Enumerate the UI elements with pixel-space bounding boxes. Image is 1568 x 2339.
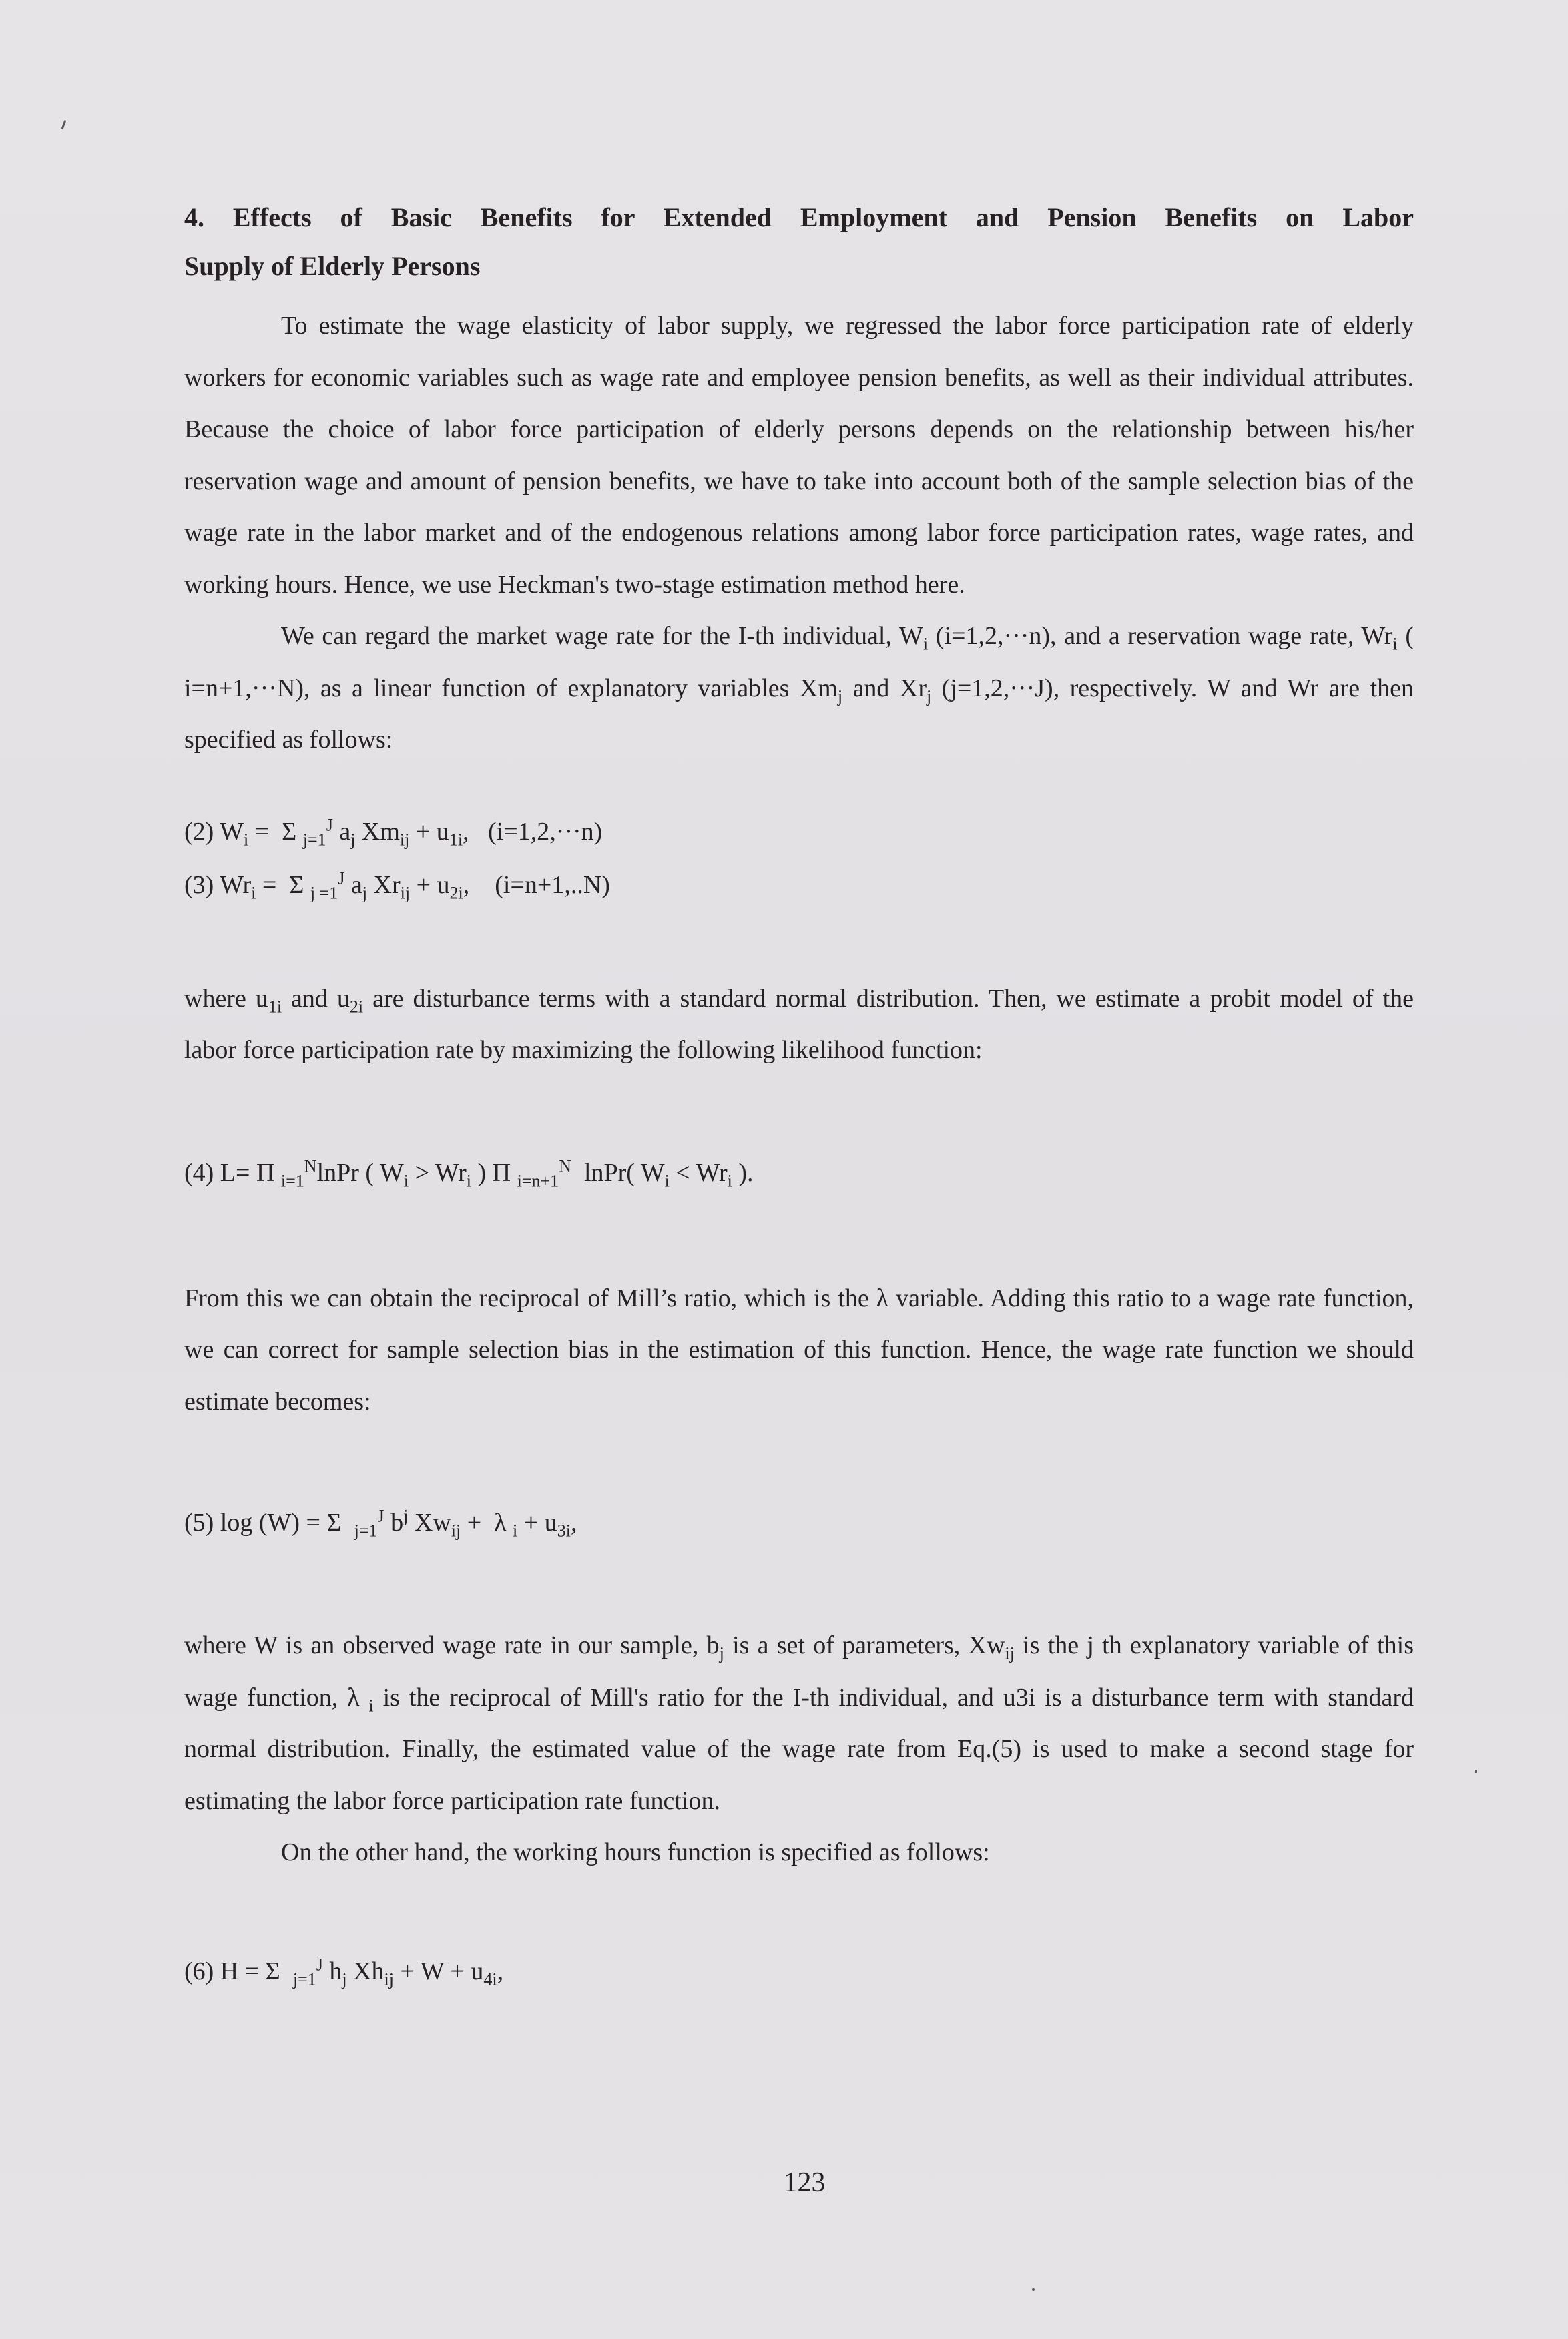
section-heading-line1: 4. Effects of Basic Benefits for Extended Employment and Pension Benefits on Labor	[184, 202, 1414, 232]
stray-mark	[1032, 2288, 1035, 2291]
paragraph-mills-ratio: From this we can obtain the reciprocal of Mill’s ratio, which is the λ variable. Adding this ratio to a wage rate function, we can correct for sample selection bias in the estimation of this function. Hence, the wage rate function we should estimate becomes:	[184, 1284, 1414, 1416]
stray-mark	[1475, 1770, 1477, 1773]
paragraph-heckman-method: To estimate the wage elasticity of labor supply, we regressed the labor force participation rate of elderly workers for economic variables such as wage rate and employee pension benefits, as well as their individual attributes. Because the choice of labor force participation of elderly persons depends on the relationship between his/her reservation wage and amount of pension benefits, we have to take into account both of the sample selection bias of the wage rate in the labor market and of the endogenous relations among labor force participation rates, wage rates, and working hours. Hence, we use Heckman's two-stage estimation method here.	[184, 312, 1414, 599]
equation-2: (2) $W_i = \Sigma$ $_{j=1}^J$ $a_j$ $Xm_{ij} + u_{1i}$, (i=1,2,···n)	[184, 814, 603, 850]
paragraph-wage-definitions: We can regard the market wage rate for the I-th individual, $W_i$ (i=1,2,···n), and a reservation wage rate, $Wr_i$ ( i=n+1,···N), as a linear function of explanatory variables $Xm_j$ and $Xr_j$ (j=1,2,···J), respectively. W and Wr are then specified as follows:	[184, 622, 1414, 754]
section-heading-line2: Supply of Elderly Persons	[184, 251, 481, 281]
equation-6: (6) H = Σ $_{j=1}^J$ $h_j$ $Xh_{ij} + W + u_{4i}$,	[184, 1954, 504, 1989]
paragraph-disturbance-terms: where $u_{1i}$ and $u_{2i}$ are disturbance terms with a standard normal distribution. Then, we estimate a probit model of the labor force participation rate by maximizing the following likelihood function:	[184, 984, 1414, 1064]
equation-3: (3) $Wr_i = \Sigma$ $_{j =1}^J$ $a_j$ $Xr_{ij} + u_{2i}$, (i=n+1,..N)	[184, 868, 610, 903]
page-number: 123	[783, 2167, 826, 2198]
stray-mark	[61, 120, 67, 129]
equation-5: (5) log (W) = Σ $_{j=1}^J$ $b^j$ $Xw_{ij} + \lambda$ $_i + u_{3i}$,	[184, 1506, 577, 1541]
paragraph-working-hours: On the other hand, the working hours function is specified as follows:	[281, 1838, 990, 1866]
equation-4: (4) L= Π $_{i=1}^N$lnPr ( $W_i > Wr_i$ ) Π $_{i=n+1}^N$ lnPr( $W_i < Wr_i$ ).	[184, 1155, 754, 1191]
paragraph-wage-function: where W is an observed wage rate in our sample, $b_j$ is a set of parameters, $Xw_{ij}$ is the j th explanatory variable of this wage function, λ $_i$ is the reciprocal of Mill's ratio for the I-th individual, and u3i is a disturbance term with standard normal distribution. Finally, the estimated value of the wage rate from Eq.(5) is used to make a second stage for estimating the labor force participation rate function.	[184, 1631, 1414, 1815]
main-content	[184, 187, 1414, 1998]
section-heading	[184, 187, 1414, 290]
